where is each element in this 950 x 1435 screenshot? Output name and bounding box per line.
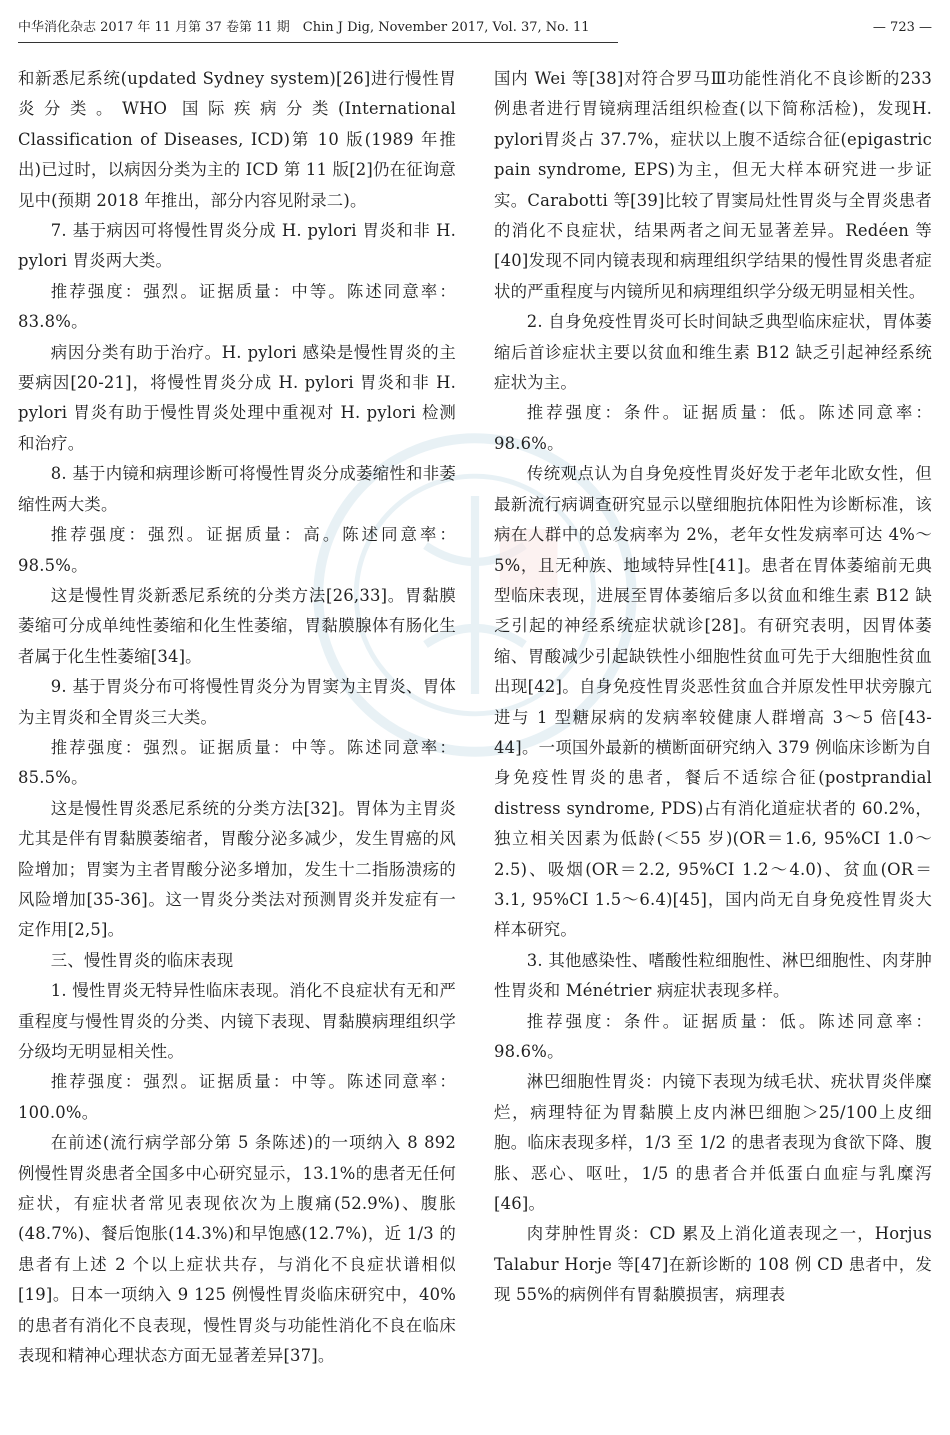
header-rule (18, 42, 618, 43)
paragraph: 9. 基于胃炎分布可将慢性胃炎分为胃窦为主胃炎、胃体为主胃炎和全胃炎三大类。 (18, 677, 456, 727)
paragraph: 三、慢性胃炎的临床表现 (50, 950, 234, 970)
paragraph: 7. 基于病因可将慢性胃炎分成 H. pylori 胃炎和非 H. pylori 胃炎两大类。 (18, 221, 456, 271)
paragraph: 3. 其他感染性、嗜酸性粒细胞性、淋巴细胞性、肉芽肿性胃炎和 Ménétrier 病症状表现多样。 (494, 950, 932, 1001)
paragraph: 推荐强度：强烈。证据质量：中等。陈述同意率：100.0%。 (18, 1072, 456, 1122)
paragraph: 推荐强度：条件。证据质量：低。陈述同意率：98.6%。 (494, 403, 932, 453)
journal-citation: 中华消化杂志 2017 年 11 月第 37 卷第 11 期 Chin J Dig, November 2017, Vol. 37, No. 11 (18, 20, 590, 35)
paragraph: 传统观点认为自身免疫性胃炎好发于老年北欧女性，但最新流行病调查研究显示以壁细胞抗体阳性为诊断标准，该病在人群中的总发病率为 2%，老年女性发病率可达 4%～5%，且无种族、地域特异性[41]。患者在胃体萎缩前无典型临床表现，进展至胃体萎缩后多以贫血和维生素 B12 缺乏引起的神经系统症状就诊[28]。有研究表明，因胃体萎缩、胃酸减少引起缺铁性小细胞性贫血可先于大细胞性贫血出现[42]。自身免疫性胃炎恶性贫血合并原发性甲状旁腺亢进与 1 型糖尿病的发病率较健康人群增高 3～5 倍[43-44]。一项国外最新的横断面研究纳入 379 例临床诊断为自身免疫性胃炎的患者，餐后不适综合征(postprandial distress syndrome, PDS)占有消化道症状者的 60.2%，独立相关因素为低龄(＜55 岁)(OR＝1.6, 95%CI 1.0～2.5)、吸烟(OR＝2.2, 95%CI 1.2～4.0)、贫血(OR＝3.1, 95%CI 1.5～6.4)[45]，国内尚无自身免疫性胃炎大样本研究。 (494, 464, 932, 940)
page-number: — 723 — (872, 20, 932, 35)
paragraph: 这是慢性胃炎新悉尼系统的分类方法[26,33]。胃黏膜萎缩可分成单纯性萎缩和化生性萎缩，胃黏膜腺体有肠化生者属于化生性萎缩[34]。 (18, 585, 456, 666)
paragraph: 2. 自身免疫性胃炎可长时间缺乏典型临床症状，胃体萎缩后首诊症状主要以贫血和维生素 B12 缺乏引起神经系统症状为主。 (494, 312, 932, 393)
left-column (18, 64, 456, 1371)
paragraph: 淋巴细胞性胃炎：内镜下表现为绒毛状、疣状胃炎伴糜烂，病理特征为胃黏膜上皮内淋巴细胞＞25/100上皮细胞。临床表现多样，1/3 至 1/2 的患者表现为食欲下降、腹胀、恶心、呕吐，1/5 的患者合并低蛋白血症与乳糜泻[46]。 (494, 1072, 932, 1214)
paragraph: 1. 慢性胃炎无特异性临床表现。消化不良症状有无和严重程度与慢性胃炎的分类、内镜下表现、胃黏膜病理组织学分级均无明显相关性。 (18, 981, 456, 1061)
paragraph: 病因分类有助于治疗。H. pylori 感染是慢性胃炎的主要病因[20-21]，将慢性胃炎分成 H. pylori 胃炎和非 H. pylori 胃炎有助于慢性胃炎处理中重视对 H. pylori 检测和治疗。 (18, 342, 456, 453)
paragraph: 推荐强度：强烈。证据质量：高。陈述同意率：98.5%。 (18, 525, 456, 575)
paragraph: 推荐强度：强烈。证据质量：中等。陈述同意率：85.5%。 (18, 737, 456, 788)
paragraph: 肉芽肿性胃炎：CD 累及上消化道表现之一，Horjus Talabur Horje 等[47]在新诊断的 108 例 CD 患者中，发现 55%的病例伴有胃黏膜损害，病理表 (494, 1224, 932, 1305)
paragraph: 在前述(流行病学部分第 5 条陈述)的一项纳入 8 892 例慢性胃炎患者全国多中心研究显示，13.1%的患者无任何症状，有症状者常见表现依次为上腹痛(52.9%)、腹胀(48.7%)、餐后饱胀(14.3%)和早饱感(12.7%)，近 1/3 的患者有上述 2 个以上症状共存，与消化不良症状谱相似[19]。日本一项纳入 9 125 例慢性胃炎临床研究中，40%的患者有消化不良表现，慢性胃炎与功能性消化不良在临床表现和精神心理状态方面无显著差异[37]。 (18, 1133, 456, 1366)
paragraph: 推荐强度：条件。证据质量：低。陈述同意率：98.6%。 (494, 1011, 932, 1061)
paragraph: 这是慢性胃炎悉尼系统的分类方法[32]。胃体为主胃炎尤其是伴有胃黏膜萎缩者，胃酸分泌多减少，发生胃癌的风险增加；胃窦为主者胃酸分泌多增加，发生十二指肠溃疡的风险增加[35-36]。这一胃炎分类法对预测胃炎并发症有一定作用[2,5]。 (18, 798, 456, 940)
paragraph: 8. 基于内镜和病理诊断可将慢性胃炎分成萎缩性和非萎缩性两大类。 (18, 464, 456, 514)
paragraph: 国内 Wei 等[38]对符合罗马Ⅲ功能性消化不良诊断的233 例患者进行胃镜病理活组织检查(以下简称活检)，发现H. pylori胃炎占 37.7%，症状以上腹不适综合征(epigastric pain syndrome, EPS)为主，但无大样本研究进一步证实。Carabotti 等[39]比较了胃窦局灶性胃炎与全胃炎患者的消化不良症状，结果两者之间无显著差异。Redéen 等[40]发现不同内镜表现和病理组织学结果的慢性胃炎患者症状的严重程度与内镜所见和病理组织学分级无明显相关性。 (494, 69, 932, 301)
paragraph: 和新悉尼系统(updated Sydney system)[26]进行慢性胃炎分类。WHO 国际疾病分类(International Classification of Diseases, ICD)第 10 版(1989 年推出)已过时，以病因分类为主的 ICD 第 11 版[2]仍在征询意见中(预期 2018 年推出，部分内容见附录二)。 (18, 69, 456, 210)
paragraph: 推荐强度：强烈。证据质量：中等。陈述同意率：83.8%。 (18, 281, 456, 332)
running-header (18, 14, 932, 42)
right-column (494, 64, 932, 1311)
